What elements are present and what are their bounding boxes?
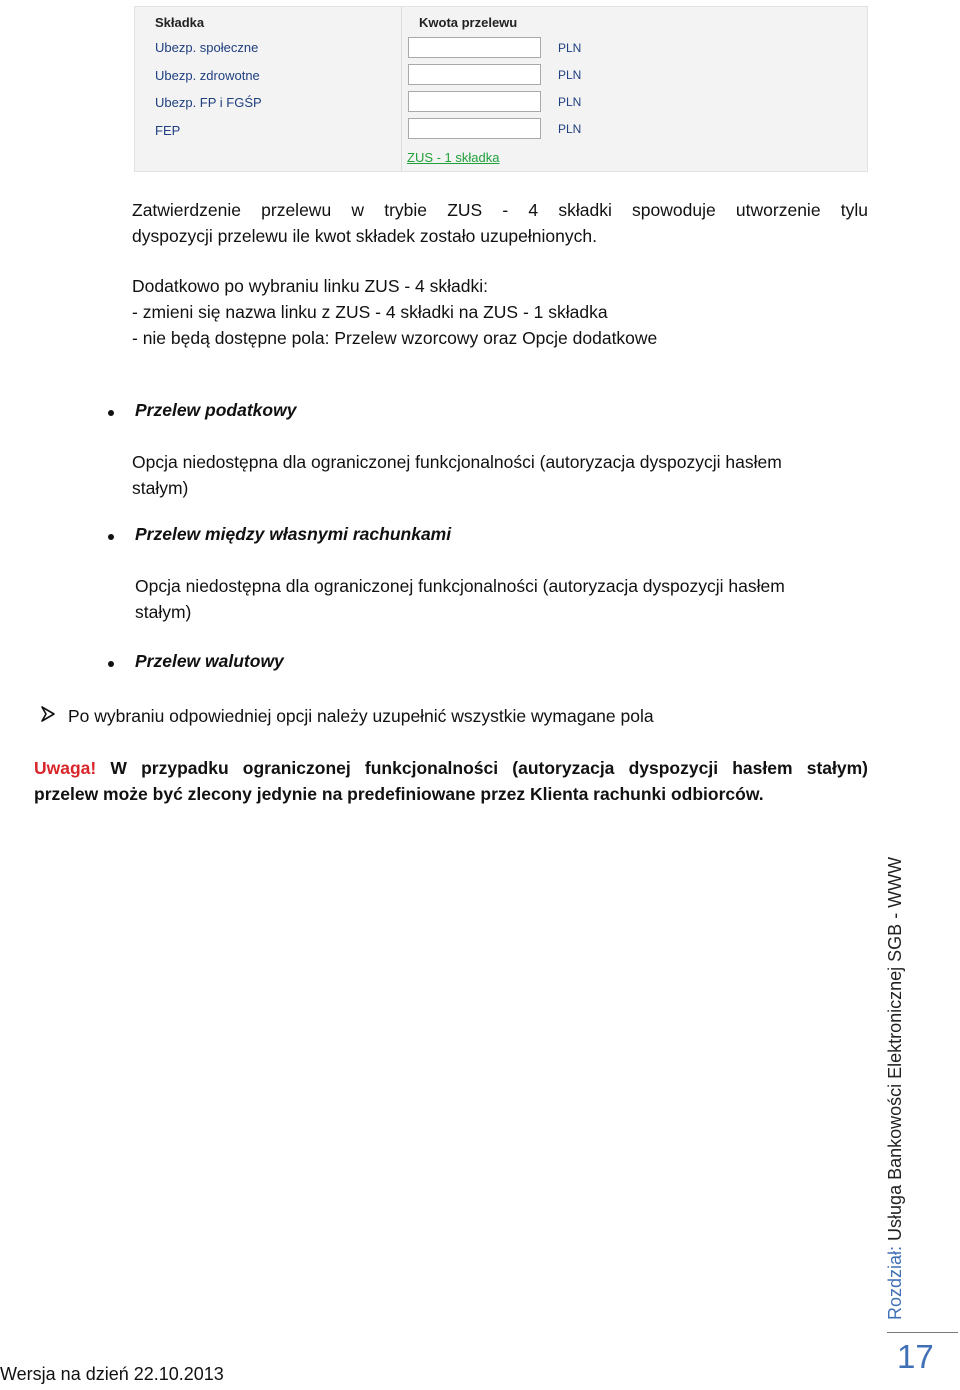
uwaga-line-1 [34, 755, 868, 781]
currency-label: PLN [558, 41, 582, 55]
row-label-zdrowotne: Ubezp. zdrowotne [155, 68, 260, 83]
bullet-dot [108, 534, 114, 540]
page-number-rule [887, 1332, 958, 1333]
zus-1-skladka-link[interactable]: ZUS - 1 składka [407, 150, 500, 165]
amount-input-spoleczne[interactable] [408, 37, 541, 58]
bullet-1-desc-line-2: stałym) [132, 478, 189, 498]
paragraph-1-line-2: dyspozycji przelewu ile kwot składek zostało uzupełnionych. [132, 226, 597, 246]
version-date: Wersja na dzień 22.10.2013 [0, 1364, 224, 1384]
bullet-1-desc-line-1: Opcja niedostępna dla ograniczonej funkcjonalności (autoryzacja dyspozycji hasłem [132, 452, 782, 472]
bullet-title-walutowy: Przelew walutowy [135, 651, 284, 671]
paragraph-2-line-3: - nie będą dostępne pola: Przelew wzorcowy oraz Opcje dodatkowe [132, 328, 658, 348]
currency-label: PLN [558, 68, 582, 82]
paragraph-2-line-1: Dodatkowo po wybraniu linku ZUS - 4 składki: [132, 276, 488, 296]
paragraph-2-line-2: - zmieni się nazwa linku z ZUS - 4 składki na ZUS - 1 składka [132, 302, 608, 322]
column-divider [401, 7, 402, 171]
bullet-dot [108, 410, 114, 416]
bullet-2-desc-line-2: stałym) [135, 602, 192, 622]
amount-input-fp-fgsp[interactable] [408, 91, 541, 112]
uwaga-label: Uwaga! [34, 758, 97, 778]
bullet-dot [108, 661, 114, 667]
col-header-kwota: Kwota przelewu [419, 15, 518, 30]
row-label-fep: FEP [155, 123, 181, 138]
col-header-skladka: Składka [155, 15, 205, 30]
amount-input-zdrowotne[interactable] [408, 64, 541, 85]
bullet-2-desc-line-1: Opcja niedostępna dla ograniczonej funkcjonalności (autoryzacja dyspozycji hasłem [135, 576, 785, 596]
arrow-item-text: Po wybraniu odpowiedniej opcji należy uzupełnić wszystkie wymagane pola [68, 706, 654, 726]
row-label-fp-fgsp: Ubezp. FP i FGŚP [155, 95, 262, 110]
currency-label: PLN [558, 95, 582, 109]
page-number: 17 [897, 1338, 934, 1375]
row-label-spoleczne: Ubezp. społeczne [155, 40, 259, 55]
uwaga-line-2: przelew może być zlecony jedynie na predefiniowane przez Klienta rachunki odbiorców. [34, 784, 764, 804]
currency-label: PLN [558, 122, 582, 136]
bullet-title-podatkowy: Przelew podatkowy [135, 400, 297, 420]
chapter-title: Usługa Bankowości Elektronicznej SGB - WWW [885, 856, 905, 1241]
amount-input-fep[interactable] [408, 118, 541, 139]
uwaga-line-1-text: W przypadku ograniczonej funkcjonalności (autoryzacja dyspozycji hasłem stałym) [110, 758, 868, 778]
paragraph-1-line-1: Zatwierdzenie przelewu w trybie ZUS - 4 składki spowoduje utworzenie tylu [132, 200, 868, 220]
chapter-prefix: Rozdział: [885, 1245, 905, 1320]
bullet-title-wlasne-rachunki: Przelew między własnymi rachunkami [135, 524, 452, 544]
chapter-side-label [878, 838, 912, 1320]
arrow-bullet-icon [40, 705, 58, 723]
zus-form-screenshot [134, 6, 868, 172]
